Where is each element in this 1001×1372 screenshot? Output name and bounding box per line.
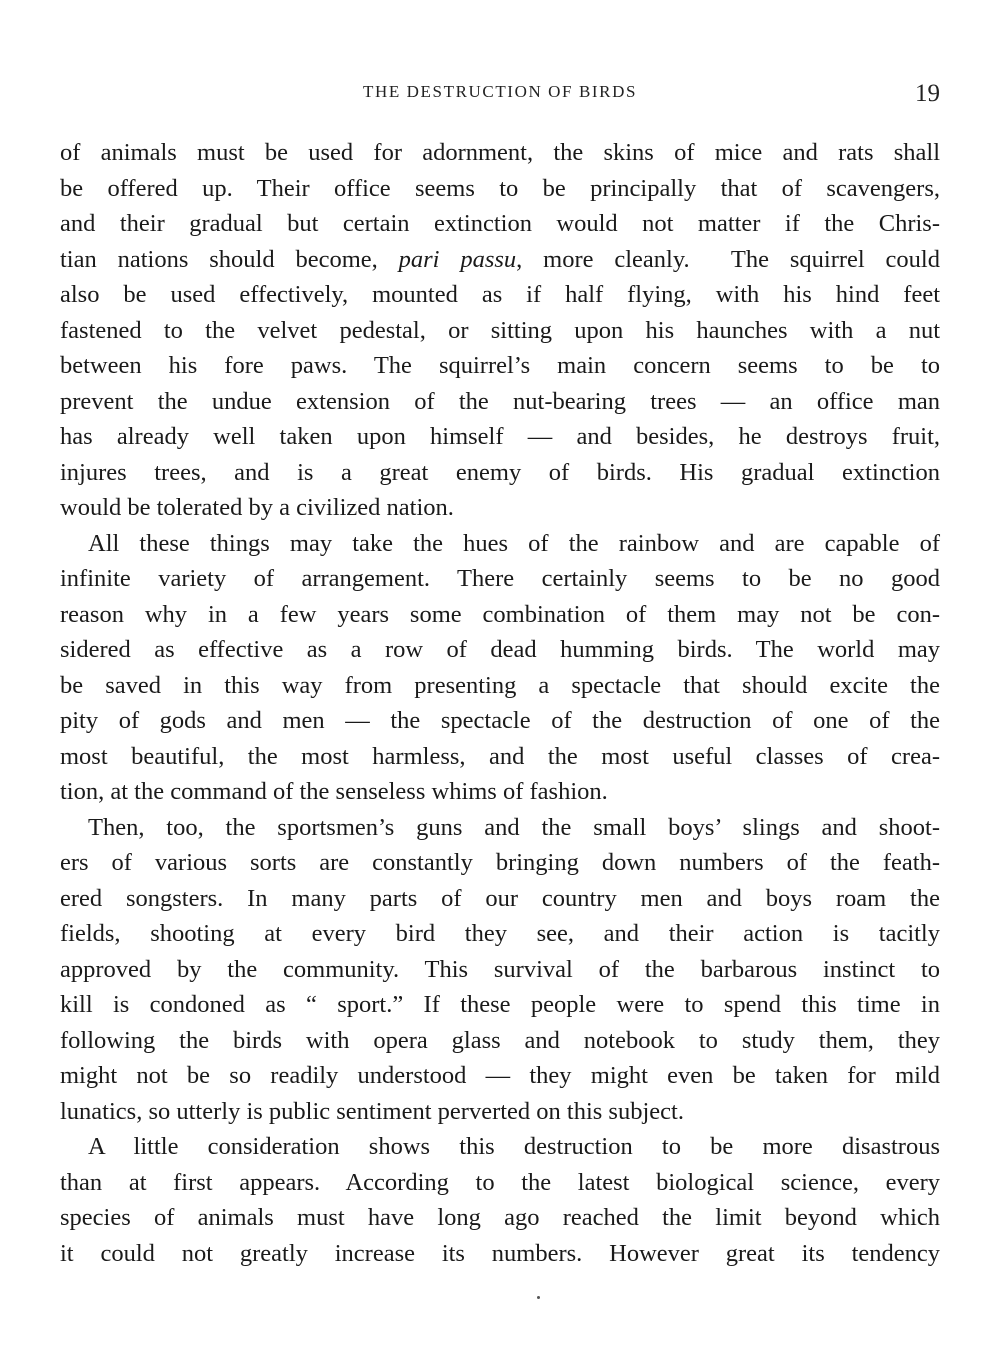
text-line: lunatics, so utterly is public sentiment perverted on this subject. (60, 1097, 684, 1125)
text-line: also be used effectively, mounted as if half flying, with his hind feet (60, 281, 940, 308)
text-line: be offered up. Their office seems to be principally that of scavengers, (60, 174, 940, 202)
text-line: fields, shooting at every bird they see, and their action is tacitly (60, 920, 940, 947)
text-line: Then, too, the sportsmen’s guns and the small boys’ slings and shoot- (88, 813, 940, 841)
text-line: prevent the undue extension of the nut-bearing trees — an office man (60, 387, 940, 415)
text-line: would be tolerated by a civilized nation. (60, 494, 454, 521)
text-line: ers of various sorts are constantly bringing down numbers of the feath- (60, 849, 940, 876)
page-number: 19 (915, 80, 940, 107)
text-line: has already well taken upon himself — and besides, he destroys fruit, (60, 423, 940, 450)
text-line: most beautiful, the most harmless, and the most useful classes of crea- (60, 742, 940, 770)
text-line: sidered as effective as a row of dead humming birds. The world may (60, 636, 940, 663)
text-line: reason why in a few years some combination of them may not be con- (60, 600, 940, 628)
paragraph-1 (60, 135, 940, 526)
text-line: injures trees, and is a great enemy of birds. His gradual extinction (60, 458, 940, 486)
text-segment: tian nations should become, (60, 245, 399, 273)
paragraph-2 (60, 526, 940, 810)
text-line: A little consideration shows this destruction to be more disastrous (88, 1133, 940, 1160)
text-line: infinite variety of arrangement. There certainly seems to be no good (60, 565, 940, 592)
italic-phrase: pari passu (398, 245, 517, 273)
running-title: THE DESTRUCTION OF BIRDS (362, 82, 638, 101)
text-line: kill is condoned as “ sport.” If these people were to spend this time in (60, 991, 940, 1018)
text-segment: , more cleanly. The squirrel could (516, 245, 940, 273)
text-line: between his fore paws. The squirrel’s main concern seems to be to (60, 352, 940, 379)
text-line: be saved in this way from presenting a spectacle that should excite the (60, 671, 940, 699)
text-line: and their gradual but certain extinction would not matter if the Chris- (60, 210, 940, 237)
print-speck (537, 1296, 540, 1299)
text-line: it could not greatly increase its numbers. However great its tendency (60, 1239, 940, 1267)
body-text (60, 135, 940, 1271)
running-head (60, 80, 940, 110)
text-line (60, 242, 940, 278)
text-line: than at first appears. According to the latest biological science, every (60, 1168, 940, 1196)
text-line: of animals must be used for adornment, the skins of mice and rats shall (60, 139, 940, 166)
paragraph-4 (60, 1129, 940, 1271)
text-line: tion, at the command of the senseless whims of fashion. (60, 778, 608, 805)
text-line: All these things may take the hues of the rainbow and are capable of (88, 529, 940, 557)
text-line: might not be so readily understood — they might even be taken for mild (60, 1062, 940, 1089)
paragraph-3 (60, 810, 940, 1130)
text-line: ered songsters. In many parts of our country men and boys roam the (60, 884, 940, 912)
text-line: pity of gods and men — the spectacle of the destruction of one of the (60, 707, 940, 734)
text-line: following the birds with opera glass and notebook to study them, they (60, 1026, 940, 1054)
text-line: fastened to the velvet pedestal, or sitting upon his haunches with a nut (60, 316, 940, 344)
text-line: approved by the community. This survival of the barbarous instinct to (60, 955, 940, 983)
text-line: species of animals must have long ago reached the limit beyond which (60, 1204, 940, 1231)
